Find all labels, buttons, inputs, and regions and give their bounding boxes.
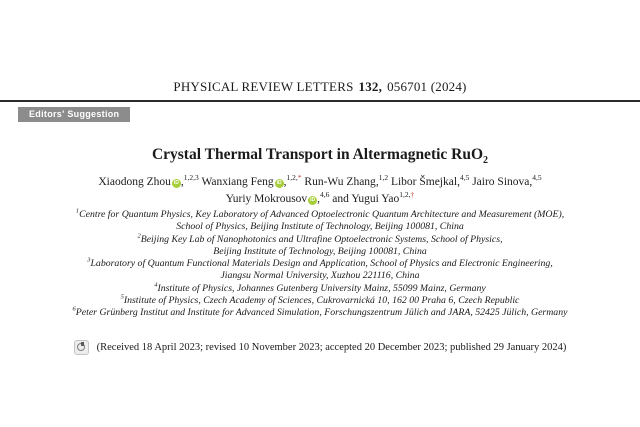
journal-name: PHYSICAL REVIEW LETTERS	[173, 79, 354, 94]
author: Run-Wu Zhang,$^{1,2}$	[304, 173, 389, 188]
affiliation-number: 4	[154, 281, 158, 289]
author-name: Yugui Yao	[351, 192, 400, 205]
author: Wanxiang Feng iD ,$^{1,2,*}$	[201, 173, 302, 188]
author-affiliation-superscript: 1,2,†	[399, 189, 415, 199]
orcid-icon[interactable]: iD	[310, 196, 316, 203]
author-affiliation-superscript: 4,6	[320, 189, 330, 199]
author-affiliation-superscript: 1,2,*	[286, 173, 302, 183]
author-name: Wanxiang Feng	[201, 176, 274, 188]
author-affiliation-superscript: 1,2	[378, 173, 389, 183]
affiliation-line: $^4$Institute of Physics, Johannes Gutenberg University Mainz, 55099 Mainz, Germany	[154, 281, 486, 294]
affiliation-line: $^3$Laboratory of Quantum Functional Materials Design and Application, School of Physics and Electronic Engineering,	[87, 256, 553, 270]
paper-title-subscript: 2	[483, 155, 489, 167]
author-list	[0, 174, 640, 207]
journal-header	[0, 79, 640, 95]
author: Yuriy Mokrousov iD ,$^{4,6}$	[225, 189, 330, 205]
header-rule	[0, 100, 640, 102]
paper-title-text: Crystal Thermal Transport in Altermagnetic RuO	[151, 146, 484, 163]
paper-title	[0, 146, 640, 166]
author-name: Yuriy Mokrousov	[225, 192, 308, 205]
author-affiliation-superscript: 4,5	[459, 173, 470, 183]
affiliation-line: $^6$Peter Grünberg Institut and Institute for Advanced Simulation, Forschungszentrum Jülich and JARA, 52425 Jülich, Germany	[72, 306, 568, 319]
author-name: Jairo Sinova	[472, 176, 530, 188]
affiliation-line: School of Physics, Beijing Institute of Technology, Beijing 100081, China	[176, 221, 464, 233]
affiliation-number: 5	[120, 293, 124, 301]
journal-volume: 132,	[358, 79, 383, 94]
affiliation-line: Beijing Institute of Technology, Beijing 100081, China	[213, 245, 427, 257]
history-line	[0, 340, 640, 355]
affiliation-number: 1	[75, 207, 80, 215]
editors-suggestion-badge: Editors' Suggestion	[18, 107, 130, 122]
affiliation-number: 6	[72, 306, 76, 314]
affiliation-number: 2	[137, 232, 141, 240]
author-affiliation-superscript: 1,2,3	[183, 173, 199, 183]
author: Jairo Sinova,$^{4,5}$	[472, 173, 542, 188]
author-affiliation-superscript: 4,5	[532, 173, 542, 183]
author-line	[0, 191, 640, 208]
journal-article-info: 056701 (2024)	[387, 79, 467, 94]
affiliation-line: Jiangsu Normal University, Xuzhou 221116, China	[220, 270, 420, 282]
affiliation-number: 3	[87, 256, 91, 264]
history-text: (Received 18 April 2023; revised 10 November 2023; accepted 20 December 2023; published 29 January 2024)	[96, 342, 567, 353]
affiliation-list	[0, 209, 640, 320]
affiliation-line: $^1$Centre for Quantum Physics, Key Laboratory of Advanced Optoelectronic Quantum Architecture and Measurement (MOE),	[75, 207, 565, 220]
author-name: Libor Šmejkal	[390, 176, 458, 188]
affiliation-line: $^2$Beijing Key Lab of Nanophotonics and Ultrafine Optoelectronic Systems, School of Physics,	[137, 232, 503, 245]
author: and Yugui Yao$^{1,2,\dagger}$	[332, 189, 415, 205]
author-line	[0, 174, 640, 191]
corresponding-author-mark: †	[410, 189, 415, 199]
author-name: Run-Wu Zhang	[304, 176, 376, 188]
corresponding-author-mark: *	[297, 173, 302, 183]
orcid-icon[interactable]: iD	[173, 180, 179, 186]
affiliation-line: $^5$Institute of Physics, Czech Academy of Sciences, Cukrovarnická 10, 162 00 Praha 6, Czech Republic	[120, 293, 520, 307]
author: Libor Šmejkal,$^{4,5}$	[390, 173, 470, 188]
crossmark-icon[interactable]	[74, 340, 89, 355]
author-name: Xiaodong Zhou	[98, 176, 171, 188]
author: Xiaodong Zhou iD ,$^{1,2,3}$	[98, 173, 199, 188]
orcid-icon[interactable]: iD	[276, 180, 282, 186]
